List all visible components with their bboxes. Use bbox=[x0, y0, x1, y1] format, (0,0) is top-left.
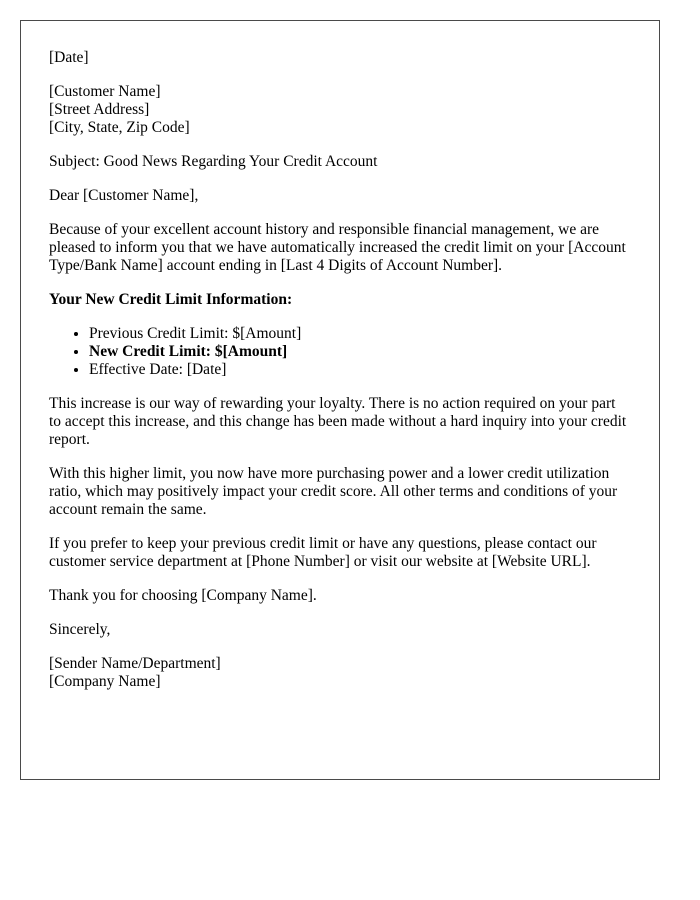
letter-date bbox=[49, 49, 631, 67]
letter-subject: Subject: Good News Regarding Your Credit Account bbox=[49, 153, 378, 170]
recipient-name: [Customer Name] bbox=[49, 83, 161, 100]
previous-limit-item: • Previous Credit Limit: $[Amount] bbox=[89, 325, 631, 343]
credit-info-list bbox=[49, 325, 631, 379]
credit-info-heading: Your New Credit Limit Information: bbox=[49, 291, 293, 308]
signature-block bbox=[49, 655, 631, 691]
thank-you-line: Thank you for choosing [Company Name]. bbox=[49, 587, 317, 604]
sender-company: [Company Name] bbox=[49, 673, 161, 690]
letter-closing: Sincerely, bbox=[49, 621, 111, 638]
recipient-address bbox=[49, 83, 631, 137]
sender-name: [Sender Name/Department] bbox=[49, 655, 221, 672]
recipient-street: [Street Address] bbox=[49, 101, 150, 118]
letter-page bbox=[20, 20, 660, 780]
body-paragraph-intro: Because of your excellent account history and responsible financial management, we are pleased to inform you that we have automatically increased the credit limit on your [Account Type/Bank Name] account ending in [Last 4 Digits of Account Number]. bbox=[49, 221, 626, 274]
letter-salutation: Dear [Customer Name], bbox=[49, 187, 199, 204]
date-text: [Date] bbox=[49, 49, 89, 66]
body-paragraph-contact: If you prefer to keep your previous credit limit or have any questions, please contact our customer service department at [Phone Number] or visit our website at [Website URL]. bbox=[49, 535, 597, 570]
recipient-city: [City, State, Zip Code] bbox=[49, 119, 190, 136]
new-limit-item: • New Credit Limit: $[Amount] bbox=[89, 343, 631, 361]
body-paragraph-loyalty: This increase is our way of rewarding your loyalty. There is no action required on your part to accept this increase, and this change has been made without a hard inquiry into your credit report. bbox=[49, 395, 627, 448]
effective-date-item: • Effective Date: [Date] bbox=[89, 361, 631, 379]
body-paragraph-benefits: With this higher limit, you now have more purchasing power and a lower credit utilization ratio, which may positively impact your credit score. All other terms and conditions of your account remain the same. bbox=[49, 465, 618, 518]
